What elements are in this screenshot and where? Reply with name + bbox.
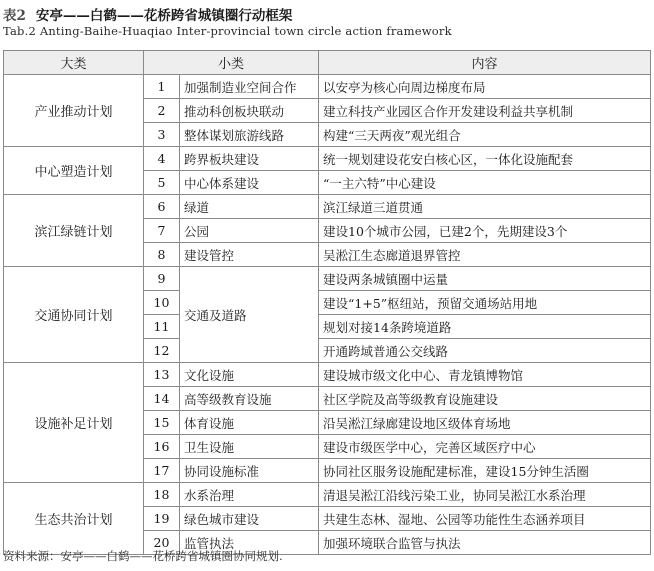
subcategory-cell: 绿道 — [180, 195, 319, 219]
row-number: 10 — [144, 291, 180, 315]
row-number: 2 — [144, 99, 180, 123]
content-cell: 共建生态林、湿地、公园等功能性生态涵养项目 — [319, 507, 651, 531]
header-category: 大类 — [4, 51, 144, 75]
row-number: 5 — [144, 171, 180, 195]
subcategory-cell: 卫生设施 — [180, 435, 319, 459]
category-cell: 生态共治计划 — [4, 483, 144, 555]
subcategory-cell: 推动科创板块联动 — [180, 99, 319, 123]
content-cell: 加强环境联合监管与执法 — [319, 531, 651, 555]
content-cell: 滨江绿道三道贯通 — [319, 195, 651, 219]
category-cell: 中心塑造计划 — [4, 147, 144, 195]
content-cell: 建设市级医学中心，完善区域医疗中心 — [319, 435, 651, 459]
subcategory-cell: 加强制造业空间合作 — [180, 75, 319, 99]
content-cell: 以安亭为核心向周边梯度布局 — [319, 75, 651, 99]
content-cell: 规划对接14条跨境道路 — [319, 315, 651, 339]
content-cell: 清退吴淞江沿线污染工业，协同吴淞江水系治理 — [319, 483, 651, 507]
row-number: 13 — [144, 363, 180, 387]
table-row — [4, 483, 651, 507]
table-row — [4, 147, 651, 171]
subcategory-cell: 整体谋划旅游线路 — [180, 123, 319, 147]
subcategory-cell: 协同设施标准 — [180, 459, 319, 483]
category-cell: 产业推动计划 — [4, 75, 144, 147]
table-title: 安亭——白鹤——花桥跨省城镇圈行动框架 — [35, 8, 293, 24]
row-number: 8 — [144, 243, 180, 267]
table-number: 表2 — [3, 8, 26, 24]
content-cell: 建设城市级文化中心、青龙镇博物馆 — [319, 363, 651, 387]
subcategory-cell: 公园 — [180, 219, 319, 243]
row-number: 20 — [144, 531, 180, 555]
row-number: 1 — [144, 75, 180, 99]
category-cell: 交通协同计划 — [4, 267, 144, 363]
row-number: 6 — [144, 195, 180, 219]
row-number: 11 — [144, 315, 180, 339]
content-cell: 构建“三天两夜”观光组合 — [319, 123, 651, 147]
row-number: 7 — [144, 219, 180, 243]
header-content: 内容 — [319, 51, 651, 75]
subcategory-cell: 水系治理 — [180, 483, 319, 507]
content-cell: 建设“1+5”枢纽站，预留交通场站用地 — [319, 291, 651, 315]
table-row — [4, 75, 651, 99]
content-cell: 沿吴淞江绿廊建设地区级体育场地 — [319, 411, 651, 435]
subcategory-cell: 建设管控 — [180, 243, 319, 267]
subcategory-cell: 交通及道路 — [180, 267, 319, 363]
row-number: 12 — [144, 339, 180, 363]
content-cell: 建设10个城市公园，已建2个，先期建设3个 — [319, 219, 651, 243]
subcategory-cell: 监管执法 — [180, 531, 319, 555]
table-caption — [3, 4, 292, 24]
table-title-english: Tab.2 Anting-Baihe-Huaqiao Inter-provincial town circle action framework — [3, 24, 452, 38]
subcategory-cell: 文化设施 — [180, 363, 319, 387]
table-row — [4, 195, 651, 219]
header-subcategory: 小类 — [144, 51, 319, 75]
content-cell: 协同社区服务设施配建标准，建设15分钟生活圈 — [319, 459, 651, 483]
row-number: 17 — [144, 459, 180, 483]
category-cell: 滨江绿链计划 — [4, 195, 144, 267]
row-number: 14 — [144, 387, 180, 411]
row-number: 15 — [144, 411, 180, 435]
row-number: 18 — [144, 483, 180, 507]
subcategory-cell: 跨界板块建设 — [180, 147, 319, 171]
content-cell: “一主六特”中心建设 — [319, 171, 651, 195]
subcategory-cell: 绿色城市建设 — [180, 507, 319, 531]
content-cell: 吴淞江生态廊道退界管控 — [319, 243, 651, 267]
table-row — [4, 363, 651, 387]
subcategory-cell: 体育设施 — [180, 411, 319, 435]
content-cell: 建设两条城镇圈中运量 — [319, 267, 651, 291]
row-number: 19 — [144, 507, 180, 531]
category-cell: 设施补足计划 — [4, 363, 144, 483]
row-number: 16 — [144, 435, 180, 459]
table-row — [4, 267, 651, 291]
row-number: 3 — [144, 123, 180, 147]
content-cell: 建立科技产业园区合作开发建设利益共享机制 — [319, 99, 651, 123]
content-cell: 统一规划建设花安白核心区，一体化设施配套 — [319, 147, 651, 171]
subcategory-cell: 中心体系建设 — [180, 171, 319, 195]
row-number: 9 — [144, 267, 180, 291]
source-note: 资料来源：安亭——白鹤——花桥跨省城镇圈协同规划. — [3, 549, 283, 563]
content-cell: 社区学院及高等级教育设施建设 — [319, 387, 651, 411]
subcategory-cell: 高等级教育设施 — [180, 387, 319, 411]
row-number: 4 — [144, 147, 180, 171]
action-framework-table — [3, 50, 651, 555]
content-cell: 开通跨域普通公交线路 — [319, 339, 651, 363]
header-row — [4, 51, 651, 75]
